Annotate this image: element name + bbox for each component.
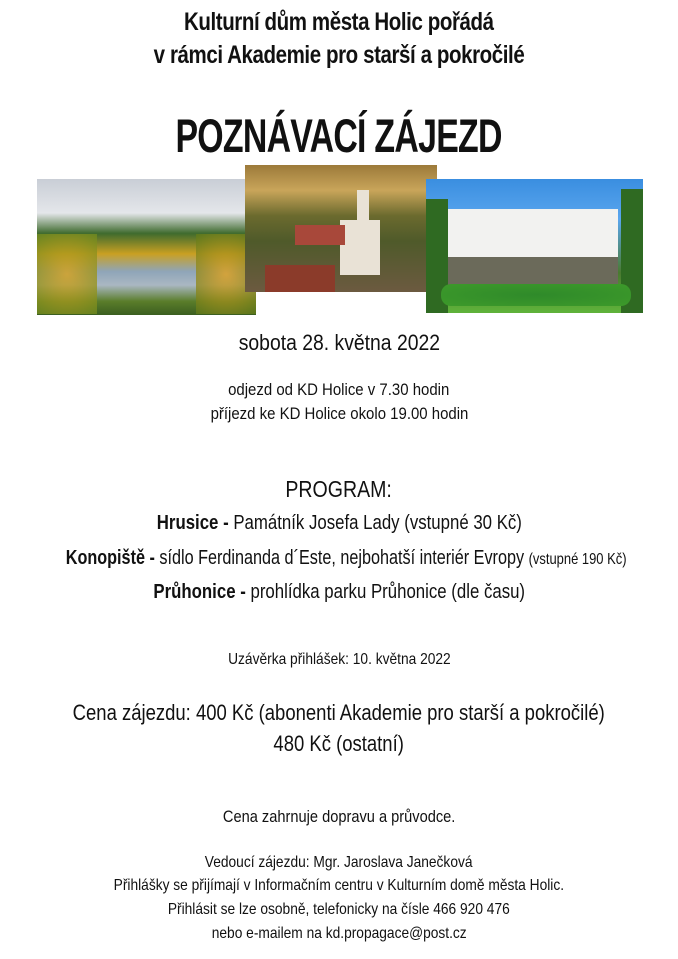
place-name: Hrusice	[156, 512, 219, 534]
place-description: Památník Josefa Lady (vstupné 30 Kč)	[233, 512, 522, 534]
page-title	[0, 108, 678, 163]
header-text: v rámci Akademie pro starší a pokročilé	[153, 41, 525, 69]
contact-text: Přihlásit se lze osobně, telefonicky na čísle 466 920 476	[168, 901, 510, 918]
contact-line-4	[0, 925, 678, 943]
separator: -	[218, 512, 234, 534]
arrival-info	[0, 404, 678, 424]
program-item-pruhonice	[0, 581, 678, 604]
price-text: Cena zájezdu: 400 Kč (abonenti Akademie pro starší a pokročilé)	[72, 700, 606, 725]
contact-line-1	[0, 854, 678, 872]
contact-text: Přihlášky se přijímají v Informačním centru v Kulturním domě města Holic.	[113, 877, 565, 894]
program-item-hrusice	[0, 512, 678, 535]
header-line-1	[0, 8, 678, 37]
contact-line-3	[0, 901, 678, 919]
title-text: POZNÁVACÍ ZÁJEZD	[175, 109, 503, 162]
departure-text: odjezd od KD Holice v 7.30 hodin	[228, 380, 450, 399]
place-name: Konopiště	[65, 547, 145, 569]
contact-email-text: nebo e-mailem na kd.propagace@post.cz	[211, 925, 467, 942]
price-text: 480 Kč (ostatní)	[273, 731, 405, 756]
program-heading-text: PROGRAM:	[285, 476, 393, 502]
deadline-text: Uzávěrka přihlášek: 10. května 2022	[227, 651, 451, 668]
includes-text: Cena zahrnuje dopravu a průvodce.	[222, 807, 456, 826]
header-line-2	[0, 41, 678, 70]
contact-line-2	[0, 877, 678, 895]
entry-fee-note: (vstupné 190 Kč)	[528, 551, 627, 568]
registration-deadline	[0, 651, 678, 669]
event-date	[0, 330, 678, 356]
price-includes	[0, 807, 678, 827]
separator: -	[235, 581, 251, 603]
arrival-text: příjezd ke KD Holice okolo 19.00 hodin	[210, 404, 468, 423]
photo-chateau	[426, 179, 643, 313]
photo-lake-park	[37, 179, 256, 315]
departure-info	[0, 380, 678, 400]
place-description: prohlídka parku Průhonice (dle času)	[250, 581, 525, 603]
separator: -	[144, 547, 160, 569]
photo-village-church	[245, 165, 437, 292]
price-line-1	[0, 700, 678, 726]
header-text: Kulturní dům města Holic pořádá	[184, 8, 494, 36]
date-text: sobota 28. května 2022	[238, 330, 440, 355]
program-item-konopiste	[0, 547, 678, 570]
price-line-2	[0, 731, 678, 757]
place-description: sídlo Ferdinanda d´Este, nejbohatší interiér Evropy	[159, 547, 529, 569]
place-name: Průhonice	[153, 581, 236, 603]
contact-text: Vedoucí zájezdu: Mgr. Jaroslava Janečková	[205, 854, 473, 871]
program-heading	[0, 476, 678, 503]
